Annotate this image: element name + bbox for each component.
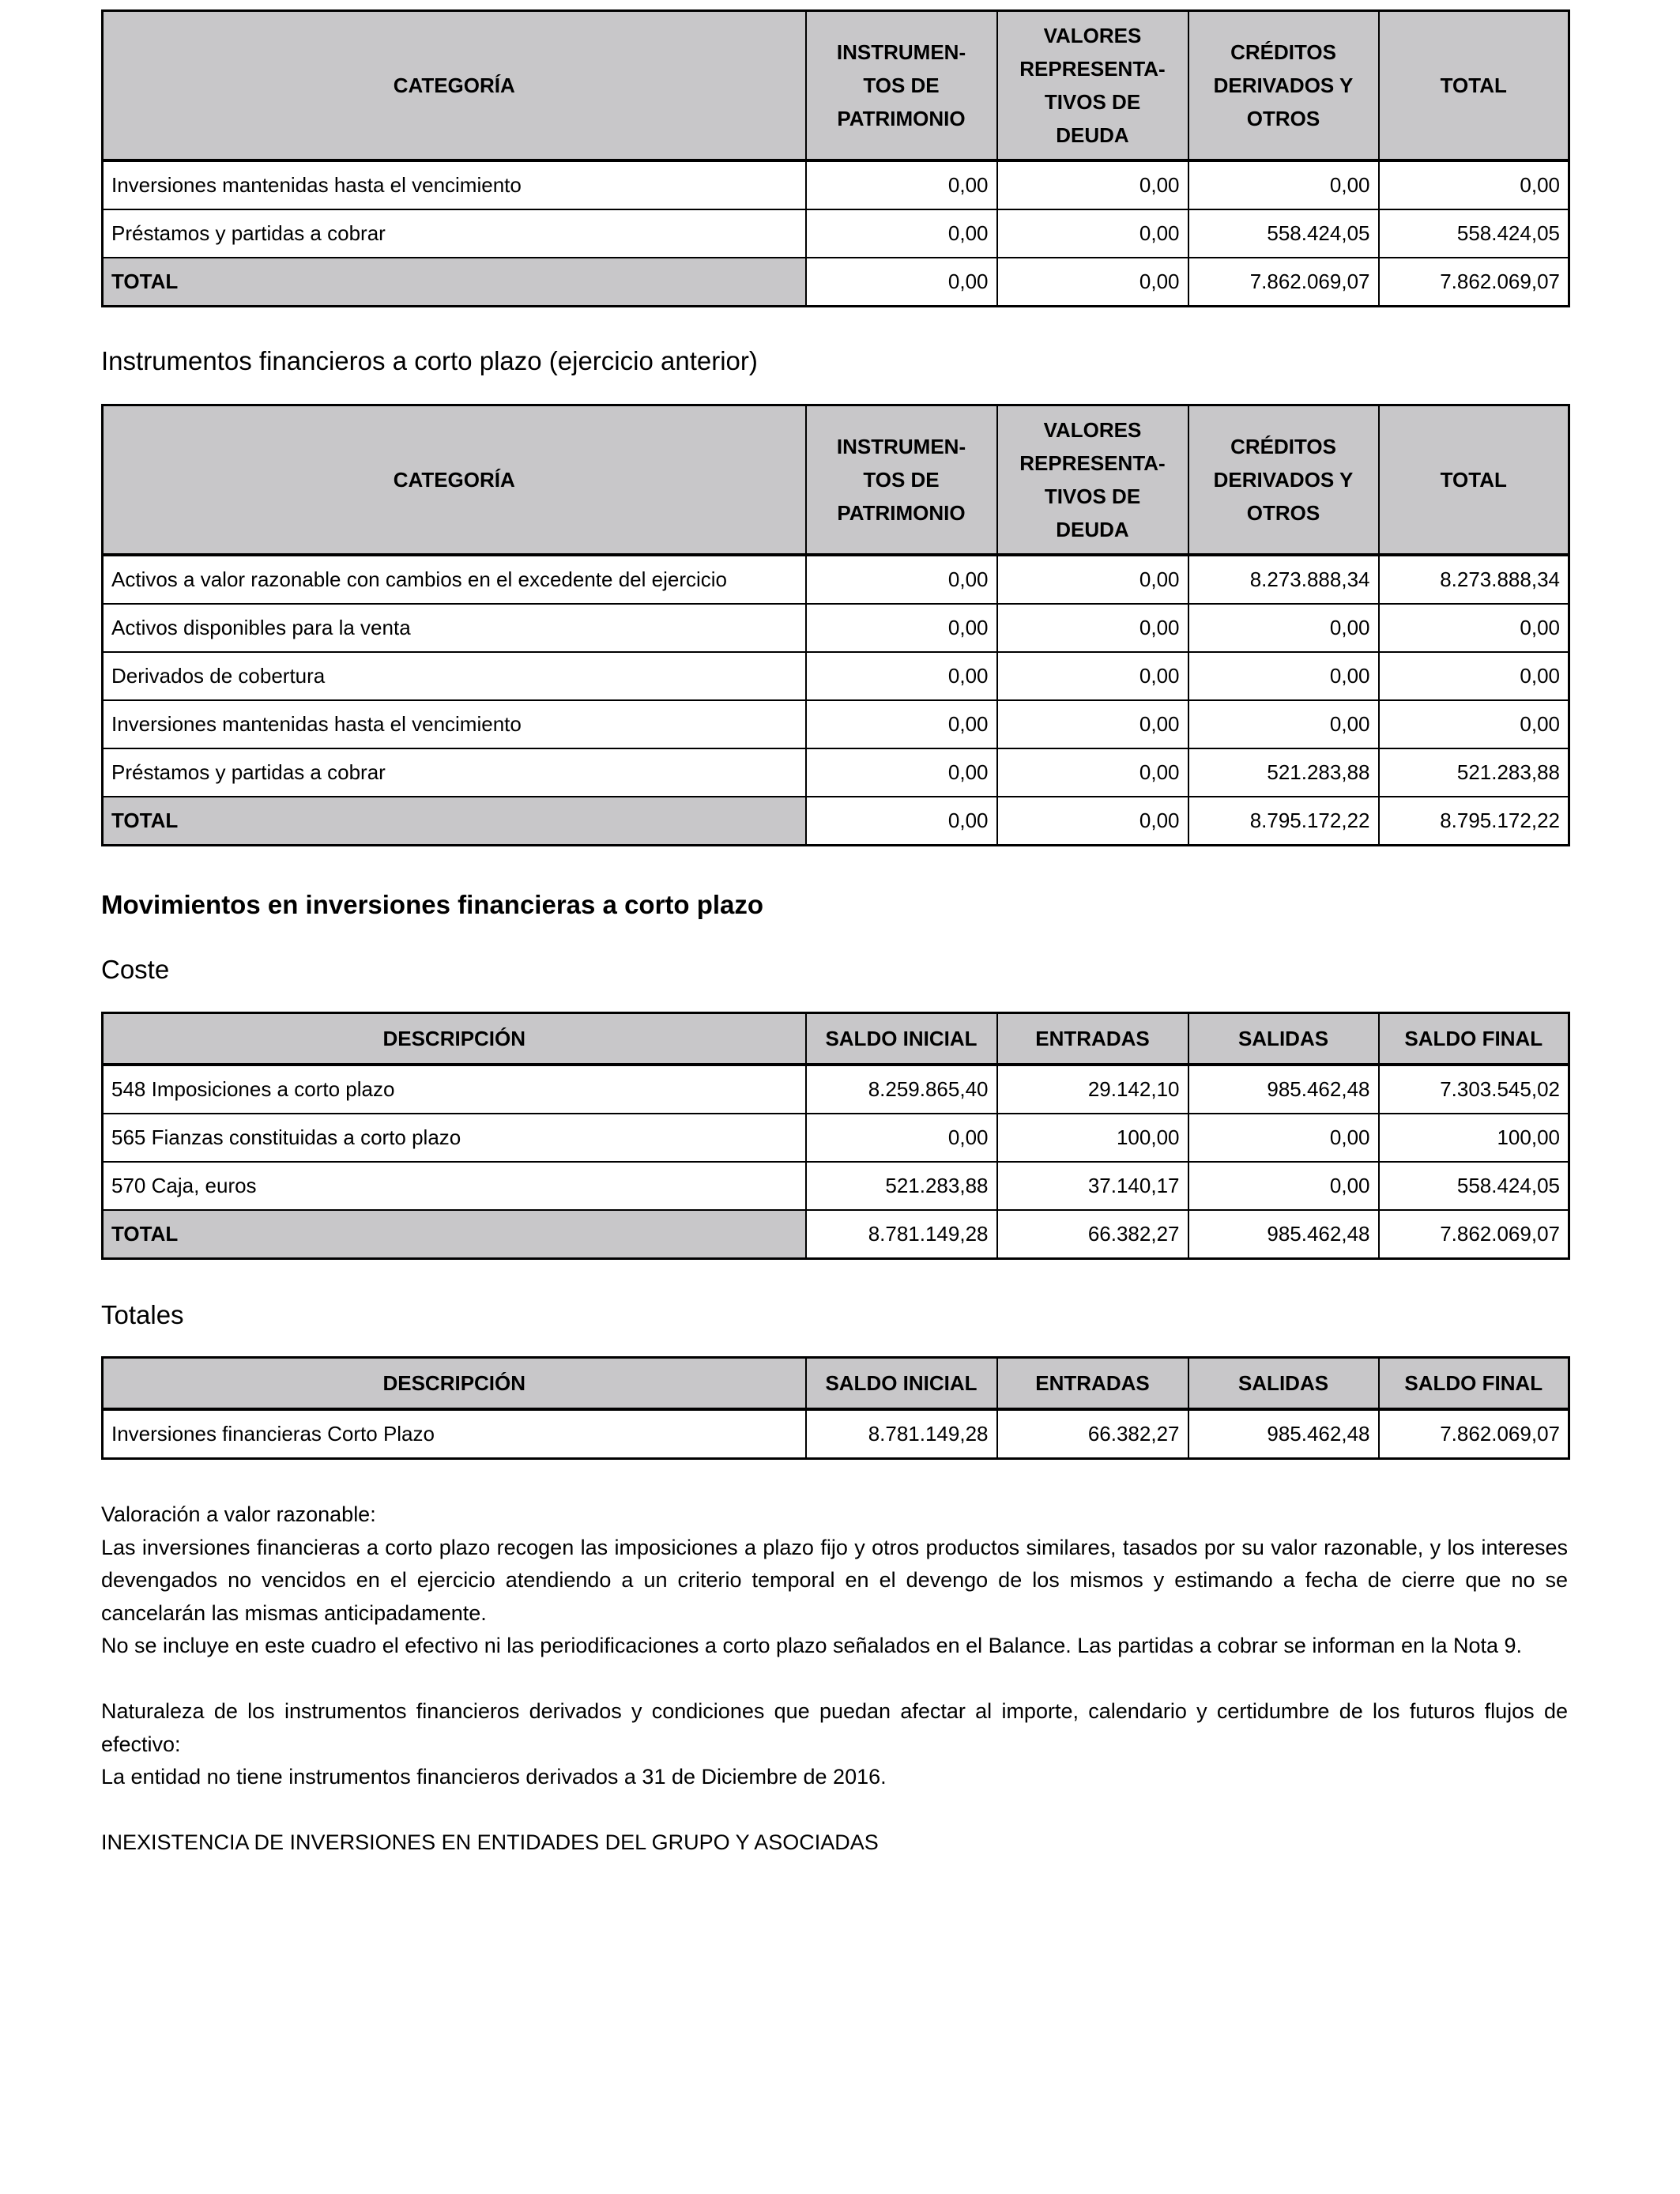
cell-value: 8.273.888,34: [1188, 555, 1379, 604]
column-header: INSTRUMEN- TOS DE PATRIMONIO: [806, 11, 997, 161]
cell-value: 0,00: [1188, 1162, 1379, 1210]
header-row: [103, 405, 1569, 556]
cell-value: 521.283,88: [1379, 748, 1569, 797]
column-header: TOTAL: [1379, 11, 1569, 161]
table-row: [103, 555, 1569, 604]
total-row: [103, 1210, 1569, 1259]
cell-value: 7.862.069,07: [1188, 258, 1379, 307]
heading-coste: Coste: [101, 955, 170, 984]
instrumentos-table-previous: [101, 404, 1570, 846]
row-label: Derivados de cobertura: [103, 652, 806, 700]
no-tiene-text: La entidad no tiene instrumentos financieros derivados a 31 de Diciembre de 2016.: [101, 1765, 887, 1789]
coste-table: [101, 1012, 1570, 1260]
cell-value: 558.424,05: [1188, 209, 1379, 258]
header-row: [103, 1013, 1569, 1065]
cell-value: 8.273.888,34: [1379, 555, 1569, 604]
cell-value: 37.140,17: [997, 1162, 1188, 1210]
column-header: CATEGORÍA: [103, 405, 806, 556]
cell-value: 7.862.069,07: [1379, 1409, 1569, 1459]
column-header: DESCRIPCIÓN: [103, 1013, 806, 1065]
table-row: [103, 1065, 1569, 1114]
table-row: [103, 1162, 1569, 1210]
row-label: 548 Imposiciones a corto plazo: [103, 1065, 806, 1114]
total-row: [103, 797, 1569, 846]
cell-value: 0,00: [997, 797, 1188, 846]
cell-value: 0,00: [1379, 160, 1569, 209]
cell-value: 0,00: [806, 652, 997, 700]
row-label: Inversiones mantenidas hasta el vencimiento: [103, 700, 806, 748]
table-row: [103, 604, 1569, 652]
table-row: [103, 160, 1569, 209]
cell-value: 0,00: [806, 555, 997, 604]
cell-value: 0,00: [1379, 604, 1569, 652]
cell-value: 985.462,48: [1188, 1065, 1379, 1114]
table-row: [103, 700, 1569, 748]
cell-value: 0,00: [806, 604, 997, 652]
cell-value: 558.424,05: [1379, 1162, 1569, 1210]
cell-value: 8.781.149,28: [806, 1210, 997, 1259]
cell-value: 0,00: [1379, 700, 1569, 748]
row-label: TOTAL: [103, 1210, 806, 1259]
column-header: VALORES REPRESENTA- TIVOS DE DEUDA: [997, 405, 1188, 556]
column-header: VALORES REPRESENTA- TIVOS DE DEUDA: [997, 11, 1188, 161]
cell-value: 0,00: [806, 1114, 997, 1162]
row-label: Préstamos y partidas a cobrar: [103, 748, 806, 797]
table-row: [103, 1114, 1569, 1162]
header-row: [103, 11, 1569, 161]
column-header: SALIDAS: [1188, 1013, 1379, 1065]
row-label: Inversiones mantenidas hasta el vencimiento: [103, 160, 806, 209]
column-header: INSTRUMEN- TOS DE PATRIMONIO: [806, 405, 997, 556]
cell-value: 0,00: [806, 797, 997, 846]
row-label: TOTAL: [103, 797, 806, 846]
column-header: SALIDAS: [1188, 1358, 1379, 1410]
cell-value: 0,00: [997, 652, 1188, 700]
valoracion-title: Valoración a valor razonable:: [101, 1502, 376, 1526]
cell-value: 521.283,88: [806, 1162, 997, 1210]
column-header: ENTRADAS: [997, 1013, 1188, 1065]
header-row: [103, 1358, 1569, 1410]
column-header: ENTRADAS: [997, 1358, 1188, 1410]
cell-value: 66.382,27: [997, 1210, 1188, 1259]
row-label: Activos disponibles para la venta: [103, 604, 806, 652]
row-label: Activos a valor razonable con cambios en el excedente del ejercicio: [103, 555, 806, 604]
cell-value: 0,00: [997, 555, 1188, 604]
cell-value: 0,00: [806, 258, 997, 307]
cell-value: 0,00: [997, 604, 1188, 652]
cell-value: 7.303.545,02: [1379, 1065, 1569, 1114]
valoracion-body: Las inversiones financieras a corto plazo recogen las imposiciones a plazo fijo y otros productos similares, tasados por su valor razonable, y los intereses devengados no vencidos en el ejercicio atendiendo a un criterio temporal en el devengo de los mismos y estimando a fecha de cierre que no se cancelarán las mismas anticipadamente.: [101, 1535, 1568, 1625]
cell-value: 0,00: [997, 258, 1188, 307]
heading-totales: Totales: [101, 1300, 184, 1329]
cell-value: 7.862.069,07: [1379, 1210, 1569, 1259]
naturaleza-text: Naturaleza de los instrumentos financieros derivados y condiciones que puedan afectar al importe, calendario y certidumbre de los futuros flujos de efectivo:: [101, 1699, 1568, 1756]
table-row: [103, 748, 1569, 797]
cell-value: 29.142,10: [997, 1065, 1188, 1114]
cell-value: 100,00: [1379, 1114, 1569, 1162]
cell-value: 521.283,88: [1188, 748, 1379, 797]
no-incluye-text: No se incluye en este cuadro el efectivo ni las periodificaciones a corto plazo señalados en el Balance. Las partidas a cobrar se informan en la Nota 9.: [101, 1634, 1523, 1657]
table-row: [103, 652, 1569, 700]
column-header: CRÉDITOS DERIVADOS Y OTROS: [1188, 405, 1379, 556]
row-label: 565 Fianzas constituidas a corto plazo: [103, 1114, 806, 1162]
cell-value: 8.781.149,28: [806, 1409, 997, 1459]
row-label: Préstamos y partidas a cobrar: [103, 209, 806, 258]
table-row: [103, 209, 1569, 258]
cell-value: 7.862.069,07: [1379, 258, 1569, 307]
cell-value: 985.462,48: [1188, 1210, 1379, 1259]
cell-value: 0,00: [806, 700, 997, 748]
column-header: CATEGORÍA: [103, 11, 806, 161]
cell-value: 100,00: [997, 1114, 1188, 1162]
cell-value: 0,00: [1379, 652, 1569, 700]
column-header: CRÉDITOS DERIVADOS Y OTROS: [1188, 11, 1379, 161]
cell-value: 0,00: [997, 700, 1188, 748]
cell-value: 558.424,05: [1379, 209, 1569, 258]
cell-value: 0,00: [997, 748, 1188, 797]
cell-value: 8.259.865,40: [806, 1065, 997, 1114]
cell-value: 0,00: [1188, 700, 1379, 748]
cell-value: 8.795.172,22: [1188, 797, 1379, 846]
instrumentos-table-current: [101, 9, 1570, 307]
cell-value: 0,00: [806, 748, 997, 797]
column-header: SALDO INICIAL: [806, 1013, 997, 1065]
totales-table: [101, 1356, 1570, 1460]
total-row: [103, 258, 1569, 307]
column-header: SALDO INICIAL: [806, 1358, 997, 1410]
cell-value: 0,00: [997, 209, 1188, 258]
table-row: [103, 1409, 1569, 1459]
inexistencia-text: INEXISTENCIA DE INVERSIONES EN ENTIDADES DEL GRUPO Y ASOCIADAS: [101, 1830, 879, 1854]
cell-value: 0,00: [1188, 1114, 1379, 1162]
cell-value: 66.382,27: [997, 1409, 1188, 1459]
cell-value: 0,00: [806, 209, 997, 258]
heading-movimientos: Movimientos en inversiones financieras a corto plazo: [101, 890, 764, 919]
cell-value: 0,00: [1188, 652, 1379, 700]
cell-value: 0,00: [806, 160, 997, 209]
row-label: Inversiones financieras Corto Plazo: [103, 1409, 806, 1459]
column-header: DESCRIPCIÓN: [103, 1358, 806, 1410]
row-label: TOTAL: [103, 258, 806, 307]
column-header: TOTAL: [1379, 405, 1569, 556]
column-header: SALDO FINAL: [1379, 1358, 1569, 1410]
cell-value: 985.462,48: [1188, 1409, 1379, 1459]
cell-value: 0,00: [1188, 604, 1379, 652]
heading-ejercicio-anterior: Instrumentos financieros a corto plazo (ejercicio anterior): [101, 346, 758, 375]
cell-value: 8.795.172,22: [1379, 797, 1569, 846]
cell-value: 0,00: [1188, 160, 1379, 209]
column-header: SALDO FINAL: [1379, 1013, 1569, 1065]
notes-text: [101, 1498, 1568, 1860]
row-label: 570 Caja, euros: [103, 1162, 806, 1210]
cell-value: 0,00: [997, 160, 1188, 209]
